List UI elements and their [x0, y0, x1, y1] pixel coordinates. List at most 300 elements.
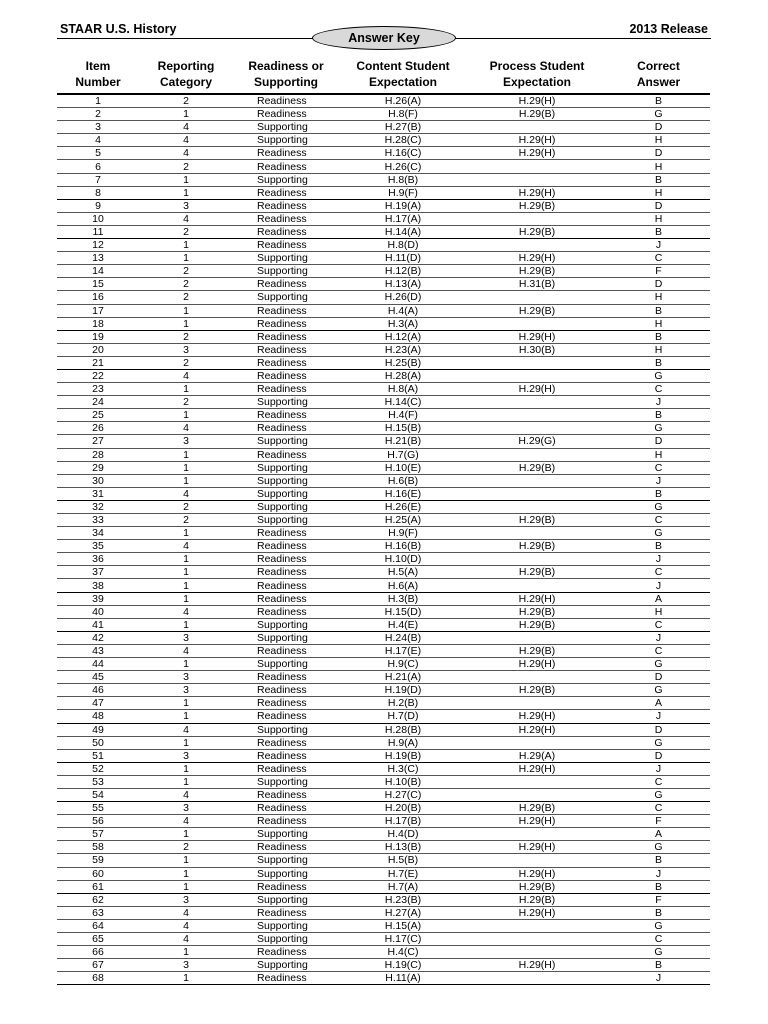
table-row — [57, 854, 710, 867]
column-header-text: Answer — [636, 75, 681, 89]
column-header-correct-answer — [607, 55, 710, 94]
cell-correct-answer: F — [607, 815, 710, 828]
cell-readiness-supporting: Supporting — [233, 487, 339, 500]
cell-reporting-category: 1 — [139, 186, 233, 199]
table-row — [57, 121, 710, 134]
cell-reporting-category: 1 — [139, 854, 233, 867]
cell-readiness-supporting: Readiness — [233, 644, 339, 657]
cell-item-number: 38 — [57, 579, 139, 592]
cell-process-expectation — [467, 422, 607, 435]
cell-item-number: 3 — [57, 121, 139, 134]
cell-process-expectation: H.29(H) — [467, 906, 607, 919]
cell-process-expectation: H.29(B) — [467, 514, 607, 527]
cell-correct-answer: G — [607, 684, 710, 697]
cell-content-expectation: H.6(B) — [339, 474, 467, 487]
cell-content-expectation: H.20(B) — [339, 802, 467, 815]
cell-content-expectation: H.3(A) — [339, 317, 467, 330]
cell-reporting-category: 1 — [139, 461, 233, 474]
release-label: 2013 Release — [629, 22, 708, 36]
cell-process-expectation — [467, 697, 607, 710]
cell-content-expectation: H.5(B) — [339, 854, 467, 867]
cell-correct-answer: C — [607, 566, 710, 579]
cell-readiness-supporting: Supporting — [233, 121, 339, 134]
cell-correct-answer: A — [607, 828, 710, 841]
cell-reporting-category: 1 — [139, 239, 233, 252]
cell-item-number: 56 — [57, 815, 139, 828]
cell-content-expectation: H.8(B) — [339, 173, 467, 186]
table-row — [57, 618, 710, 631]
column-header-text: Number — [75, 75, 121, 89]
cell-item-number: 26 — [57, 422, 139, 435]
cell-process-expectation: H.29(G) — [467, 435, 607, 448]
cell-correct-answer: B — [607, 173, 710, 186]
table-row — [57, 252, 710, 265]
cell-process-expectation — [467, 474, 607, 487]
cell-item-number: 62 — [57, 893, 139, 906]
cell-readiness-supporting: Supporting — [233, 723, 339, 736]
table-row — [57, 265, 710, 278]
cell-process-expectation — [467, 736, 607, 749]
cell-correct-answer: C — [607, 775, 710, 788]
cell-reporting-category: 3 — [139, 435, 233, 448]
cell-item-number: 65 — [57, 933, 139, 946]
cell-correct-answer: B — [607, 487, 710, 500]
cell-content-expectation: H.17(E) — [339, 644, 467, 657]
cell-correct-answer: G — [607, 500, 710, 513]
cell-correct-answer: H — [607, 186, 710, 199]
cell-item-number: 20 — [57, 343, 139, 356]
cell-readiness-supporting: Supporting — [233, 658, 339, 671]
cell-reporting-category: 2 — [139, 94, 233, 108]
cell-content-expectation: H.17(B) — [339, 815, 467, 828]
cell-process-expectation: H.29(H) — [467, 94, 607, 108]
cell-readiness-supporting: Readiness — [233, 448, 339, 461]
cell-readiness-supporting: Supporting — [233, 461, 339, 474]
cell-content-expectation: H.13(B) — [339, 841, 467, 854]
table-row — [57, 448, 710, 461]
cell-readiness-supporting: Readiness — [233, 946, 339, 959]
cell-correct-answer: B — [607, 880, 710, 893]
cell-item-number: 66 — [57, 946, 139, 959]
cell-readiness-supporting: Readiness — [233, 605, 339, 618]
cell-correct-answer: J — [607, 579, 710, 592]
cell-content-expectation: H.12(B) — [339, 265, 467, 278]
cell-readiness-supporting: Readiness — [233, 592, 339, 605]
cell-item-number: 46 — [57, 684, 139, 697]
cell-correct-answer: C — [607, 252, 710, 265]
cell-correct-answer: H — [607, 343, 710, 356]
cell-correct-answer: A — [607, 697, 710, 710]
cell-readiness-supporting: Readiness — [233, 553, 339, 566]
table-row — [57, 199, 710, 212]
cell-content-expectation: H.28(B) — [339, 723, 467, 736]
cell-process-expectation — [467, 972, 607, 985]
table-row — [57, 933, 710, 946]
table-row — [57, 697, 710, 710]
cell-content-expectation: H.10(D) — [339, 553, 467, 566]
table-row — [57, 658, 710, 671]
cell-process-expectation: H.29(H) — [467, 658, 607, 671]
cell-readiness-supporting: Supporting — [233, 867, 339, 880]
cell-content-expectation: H.27(B) — [339, 121, 467, 134]
cell-correct-answer: H — [607, 317, 710, 330]
table-row — [57, 880, 710, 893]
cell-reporting-category: 1 — [139, 946, 233, 959]
cell-content-expectation: H.28(C) — [339, 134, 467, 147]
cell-readiness-supporting: Supporting — [233, 291, 339, 304]
cell-content-expectation: H.26(C) — [339, 160, 467, 173]
cell-content-expectation: H.25(A) — [339, 514, 467, 527]
cell-readiness-supporting: Supporting — [233, 854, 339, 867]
cell-correct-answer: G — [607, 841, 710, 854]
cell-readiness-supporting: Supporting — [233, 474, 339, 487]
cell-readiness-supporting: Readiness — [233, 278, 339, 291]
cell-correct-answer: C — [607, 802, 710, 815]
cell-process-expectation — [467, 919, 607, 932]
cell-item-number: 60 — [57, 867, 139, 880]
cell-process-expectation: H.29(B) — [467, 304, 607, 317]
table-row — [57, 356, 710, 369]
cell-reporting-category: 4 — [139, 788, 233, 801]
cell-process-expectation: H.29(B) — [467, 199, 607, 212]
cell-readiness-supporting: Supporting — [233, 618, 339, 631]
cell-reporting-category: 1 — [139, 553, 233, 566]
cell-reporting-category: 1 — [139, 579, 233, 592]
cell-content-expectation: H.2(B) — [339, 697, 467, 710]
cell-process-expectation — [467, 527, 607, 540]
cell-content-expectation: H.13(A) — [339, 278, 467, 291]
cell-correct-answer: D — [607, 147, 710, 160]
cell-content-expectation: H.7(E) — [339, 867, 467, 880]
cell-readiness-supporting: Supporting — [233, 500, 339, 513]
cell-item-number: 18 — [57, 317, 139, 330]
cell-process-expectation: H.29(H) — [467, 252, 607, 265]
cell-readiness-supporting: Readiness — [233, 199, 339, 212]
cell-content-expectation: H.21(A) — [339, 671, 467, 684]
table-row — [57, 500, 710, 513]
cell-item-number: 9 — [57, 199, 139, 212]
cell-readiness-supporting: Readiness — [233, 108, 339, 121]
cell-correct-answer: B — [607, 330, 710, 343]
cell-item-number: 33 — [57, 514, 139, 527]
column-header-readiness-or-supporting — [233, 55, 339, 94]
cell-readiness-supporting: Readiness — [233, 527, 339, 540]
cell-content-expectation: H.11(A) — [339, 972, 467, 985]
cell-readiness-supporting: Supporting — [233, 252, 339, 265]
column-header-content-expectation — [339, 55, 467, 94]
table-row — [57, 946, 710, 959]
cell-process-expectation — [467, 317, 607, 330]
cell-readiness-supporting: Supporting — [233, 933, 339, 946]
cell-correct-answer: D — [607, 199, 710, 212]
table-row — [57, 514, 710, 527]
cell-reporting-category: 1 — [139, 592, 233, 605]
cell-item-number: 57 — [57, 828, 139, 841]
cell-correct-answer: G — [607, 527, 710, 540]
cell-reporting-category: 1 — [139, 527, 233, 540]
cell-readiness-supporting: Readiness — [233, 540, 339, 553]
cell-reporting-category: 1 — [139, 658, 233, 671]
cell-content-expectation: H.4(A) — [339, 304, 467, 317]
cell-item-number: 41 — [57, 618, 139, 631]
table-row — [57, 775, 710, 788]
cell-reporting-category: 1 — [139, 828, 233, 841]
cell-content-expectation: H.10(E) — [339, 461, 467, 474]
table-row — [57, 671, 710, 684]
cell-reporting-category: 2 — [139, 356, 233, 369]
cell-correct-answer: D — [607, 671, 710, 684]
cell-item-number: 4 — [57, 134, 139, 147]
cell-correct-answer: J — [607, 762, 710, 775]
cell-reporting-category: 3 — [139, 684, 233, 697]
table-row — [57, 304, 710, 317]
cell-reporting-category: 4 — [139, 147, 233, 160]
cell-correct-answer: B — [607, 540, 710, 553]
table-row — [57, 919, 710, 932]
cell-item-number: 40 — [57, 605, 139, 618]
cell-content-expectation: H.25(B) — [339, 356, 467, 369]
cell-correct-answer: B — [607, 959, 710, 972]
cell-correct-answer: G — [607, 369, 710, 382]
cell-process-expectation — [467, 160, 607, 173]
cell-item-number: 31 — [57, 487, 139, 500]
column-header-text: Readiness or — [248, 59, 324, 73]
cell-item-number: 44 — [57, 658, 139, 671]
cell-reporting-category: 4 — [139, 369, 233, 382]
cell-readiness-supporting: Readiness — [233, 225, 339, 238]
cell-item-number: 51 — [57, 749, 139, 762]
cell-reporting-category: 2 — [139, 291, 233, 304]
cell-readiness-supporting: Supporting — [233, 396, 339, 409]
cell-content-expectation: H.7(G) — [339, 448, 467, 461]
cell-reporting-category: 1 — [139, 317, 233, 330]
cell-readiness-supporting: Readiness — [233, 697, 339, 710]
cell-item-number: 58 — [57, 841, 139, 854]
table-row — [57, 330, 710, 343]
cell-content-expectation: H.9(F) — [339, 186, 467, 199]
cell-content-expectation: H.5(A) — [339, 566, 467, 579]
cell-content-expectation: H.19(A) — [339, 199, 467, 212]
table-row — [57, 147, 710, 160]
cell-readiness-supporting: Readiness — [233, 736, 339, 749]
cell-content-expectation: H.14(C) — [339, 396, 467, 409]
table-row — [57, 723, 710, 736]
cell-item-number: 27 — [57, 435, 139, 448]
cell-content-expectation: H.28(A) — [339, 369, 467, 382]
cell-item-number: 11 — [57, 225, 139, 238]
cell-readiness-supporting: Readiness — [233, 684, 339, 697]
cell-item-number: 32 — [57, 500, 139, 513]
cell-process-expectation: H.29(H) — [467, 841, 607, 854]
cell-process-expectation: H.29(B) — [467, 605, 607, 618]
cell-readiness-supporting: Readiness — [233, 566, 339, 579]
cell-correct-answer: J — [607, 396, 710, 409]
cell-readiness-supporting: Readiness — [233, 239, 339, 252]
cell-reporting-category: 2 — [139, 265, 233, 278]
table-row — [57, 94, 710, 108]
column-header-text: Expectation — [368, 75, 437, 89]
column-header-text: Reporting — [157, 59, 215, 73]
cell-item-number: 36 — [57, 553, 139, 566]
cell-item-number: 22 — [57, 369, 139, 382]
cell-correct-answer: C — [607, 383, 710, 396]
cell-readiness-supporting: Supporting — [233, 919, 339, 932]
cell-reporting-category: 4 — [139, 134, 233, 147]
cell-readiness-supporting: Supporting — [233, 959, 339, 972]
cell-correct-answer: G — [607, 108, 710, 121]
cell-reporting-category: 2 — [139, 160, 233, 173]
cell-process-expectation — [467, 933, 607, 946]
cell-process-expectation — [467, 631, 607, 644]
cell-readiness-supporting: Readiness — [233, 317, 339, 330]
cell-item-number: 25 — [57, 409, 139, 422]
cell-item-number: 17 — [57, 304, 139, 317]
cell-reporting-category: 1 — [139, 697, 233, 710]
cell-item-number: 52 — [57, 762, 139, 775]
cell-reporting-category: 2 — [139, 225, 233, 238]
cell-process-expectation: H.29(B) — [467, 566, 607, 579]
cell-correct-answer: C — [607, 933, 710, 946]
cell-readiness-supporting: Supporting — [233, 134, 339, 147]
cell-reporting-category: 1 — [139, 972, 233, 985]
table-row — [57, 212, 710, 225]
cell-correct-answer: A — [607, 592, 710, 605]
table-row — [57, 173, 710, 186]
cell-process-expectation — [467, 487, 607, 500]
cell-process-expectation — [467, 409, 607, 422]
cell-correct-answer: H — [607, 291, 710, 304]
cell-process-expectation — [467, 775, 607, 788]
cell-content-expectation: H.4(C) — [339, 946, 467, 959]
cell-process-expectation — [467, 500, 607, 513]
cell-item-number: 6 — [57, 160, 139, 173]
cell-process-expectation — [467, 579, 607, 592]
cell-content-expectation: H.16(C) — [339, 147, 467, 160]
cell-content-expectation: H.10(B) — [339, 775, 467, 788]
cell-readiness-supporting: Supporting — [233, 893, 339, 906]
cell-content-expectation: H.23(B) — [339, 893, 467, 906]
cell-item-number: 45 — [57, 671, 139, 684]
cell-item-number: 23 — [57, 383, 139, 396]
document-title: STAAR U.S. History — [60, 22, 177, 36]
cell-reporting-category: 3 — [139, 893, 233, 906]
cell-reporting-category: 1 — [139, 474, 233, 487]
cell-readiness-supporting: Readiness — [233, 749, 339, 762]
table-row — [57, 749, 710, 762]
cell-item-number: 1 — [57, 94, 139, 108]
cell-readiness-supporting: Readiness — [233, 802, 339, 815]
table-row — [57, 278, 710, 291]
cell-process-expectation — [467, 369, 607, 382]
table-row — [57, 762, 710, 775]
cell-process-expectation — [467, 291, 607, 304]
cell-item-number: 16 — [57, 291, 139, 304]
cell-readiness-supporting: Readiness — [233, 671, 339, 684]
cell-process-expectation: H.29(B) — [467, 684, 607, 697]
cell-readiness-supporting: Supporting — [233, 265, 339, 278]
cell-item-number: 13 — [57, 252, 139, 265]
cell-process-expectation — [467, 854, 607, 867]
table-row — [57, 474, 710, 487]
cell-readiness-supporting: Supporting — [233, 828, 339, 841]
cell-item-number: 61 — [57, 880, 139, 893]
cell-correct-answer: C — [607, 644, 710, 657]
cell-correct-answer: B — [607, 409, 710, 422]
cell-correct-answer: J — [607, 631, 710, 644]
table-row — [57, 736, 710, 749]
cell-process-expectation — [467, 121, 607, 134]
cell-process-expectation: H.29(H) — [467, 815, 607, 828]
cell-reporting-category: 1 — [139, 252, 233, 265]
cell-content-expectation: H.17(C) — [339, 933, 467, 946]
table-row — [57, 592, 710, 605]
cell-correct-answer: D — [607, 278, 710, 291]
table-row — [57, 435, 710, 448]
table-row — [57, 527, 710, 540]
table-row — [57, 383, 710, 396]
cell-reporting-category: 2 — [139, 841, 233, 854]
cell-item-number: 15 — [57, 278, 139, 291]
table-row — [57, 160, 710, 173]
cell-content-expectation: H.4(F) — [339, 409, 467, 422]
cell-readiness-supporting: Readiness — [233, 880, 339, 893]
cell-item-number: 8 — [57, 186, 139, 199]
column-header-text: Correct — [637, 59, 680, 73]
table-row — [57, 828, 710, 841]
cell-content-expectation: H.14(A) — [339, 225, 467, 238]
cell-readiness-supporting: Readiness — [233, 788, 339, 801]
cell-process-expectation — [467, 828, 607, 841]
cell-content-expectation: H.3(C) — [339, 762, 467, 775]
cell-correct-answer: H — [607, 448, 710, 461]
cell-content-expectation: H.12(A) — [339, 330, 467, 343]
answer-key-table — [57, 55, 710, 985]
cell-content-expectation: H.16(E) — [339, 487, 467, 500]
cell-content-expectation: H.15(D) — [339, 605, 467, 618]
cell-readiness-supporting: Readiness — [233, 422, 339, 435]
cell-reporting-category: 4 — [139, 933, 233, 946]
cell-correct-answer: B — [607, 906, 710, 919]
cell-reporting-category: 4 — [139, 906, 233, 919]
cell-reporting-category: 2 — [139, 500, 233, 513]
cell-reporting-category: 1 — [139, 762, 233, 775]
cell-process-expectation — [467, 212, 607, 225]
cell-content-expectation: H.15(A) — [339, 919, 467, 932]
cell-reporting-category: 3 — [139, 749, 233, 762]
column-header-text: Expectation — [502, 75, 571, 89]
cell-correct-answer: J — [607, 553, 710, 566]
cell-correct-answer: J — [607, 867, 710, 880]
cell-process-expectation: H.29(B) — [467, 802, 607, 815]
cell-content-expectation: H.8(F) — [339, 108, 467, 121]
cell-correct-answer: C — [607, 461, 710, 474]
cell-reporting-category: 1 — [139, 867, 233, 880]
cell-reporting-category: 4 — [139, 487, 233, 500]
cell-readiness-supporting: Readiness — [233, 160, 339, 173]
cell-item-number: 12 — [57, 239, 139, 252]
cell-readiness-supporting: Readiness — [233, 330, 339, 343]
cell-correct-answer: D — [607, 749, 710, 762]
table-row — [57, 893, 710, 906]
cell-correct-answer: B — [607, 225, 710, 238]
column-header-text: Process Student — [489, 59, 585, 73]
cell-reporting-category: 3 — [139, 671, 233, 684]
cell-item-number: 24 — [57, 396, 139, 409]
cell-correct-answer: G — [607, 788, 710, 801]
cell-content-expectation: H.19(C) — [339, 959, 467, 972]
cell-correct-answer: B — [607, 94, 710, 108]
cell-item-number: 28 — [57, 448, 139, 461]
